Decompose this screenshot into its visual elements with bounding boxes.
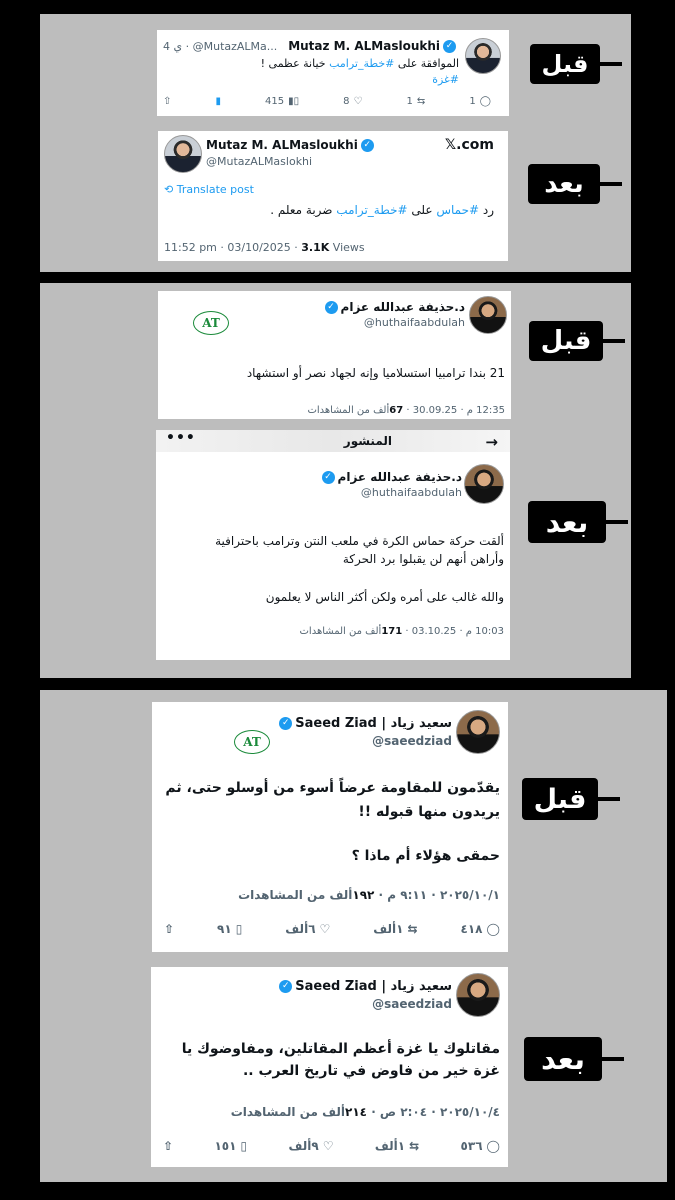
bookmark-button[interactable]: ٩١ ▯: [217, 922, 243, 936]
translate-icon: ⟲: [164, 183, 177, 196]
verified-badge-icon: ✓: [325, 301, 338, 314]
repost-icon: ⇆: [407, 922, 418, 936]
like-button[interactable]: ٦ألف ♡: [285, 922, 331, 936]
label-before: قبل: [530, 44, 600, 84]
hashtag-link[interactable]: #غزة: [432, 73, 459, 86]
avatar[interactable]: [164, 135, 202, 173]
verified-badge-icon: ✓: [322, 471, 335, 484]
share-icon: ⇧: [163, 1139, 174, 1153]
heart-icon: ♡: [319, 922, 331, 936]
heart-icon: ♡: [322, 1139, 334, 1153]
tweet-card-after-3[interactable]: [151, 967, 508, 1167]
back-arrow-icon[interactable]: →: [485, 433, 498, 451]
author-name[interactable]: د.حذيفة عبدالله عزام✓: [322, 300, 465, 314]
verified-badge-icon: ✓: [361, 139, 374, 152]
bookmark-icon: ▯: [235, 922, 243, 936]
tweet-card-after-1[interactable]: [158, 131, 508, 261]
like-button[interactable]: 8 ♡: [343, 96, 363, 107]
like-button[interactable]: ٩ألف ♡: [288, 1139, 334, 1153]
author-name[interactable]: سعيد زياد | Saeed Ziad✓: [276, 716, 452, 731]
hashtag-link[interactable]: #خطة_ترامب: [336, 203, 408, 217]
tweet-text-line: مقاتلوك يا غزة أعظم المقاتلين، ومفاوضوك يا: [181, 1041, 500, 1057]
translate-post-link[interactable]: ⟲ Translate post: [164, 183, 254, 196]
share-button[interactable]: [163, 1139, 173, 1153]
tweet-text-line: والله غالب على أمره ولكن أكثر الناس لا يعلمون: [265, 590, 504, 604]
more-options-icon[interactable]: •••: [166, 430, 196, 446]
tweet-text: الموافقة على #خطة_ترامب خيانة عظمى !: [260, 57, 459, 70]
bookmark-icon: ▯: [240, 1139, 248, 1153]
share-icon: ⇧: [164, 922, 175, 936]
repost-button[interactable]: ١ألف ⇆: [373, 922, 418, 936]
header-bar: [156, 430, 510, 452]
author-name[interactable]: Mutaz M. ALMasloukhi ✓: [206, 138, 377, 152]
verified-badge-icon: ✓: [279, 980, 292, 993]
views-button[interactable]: 415 ▮▯: [265, 96, 300, 107]
repost-button[interactable]: ١ألف ⇆: [374, 1139, 420, 1153]
at-logo: AT: [193, 311, 229, 335]
tweet-text-line: يريدون منها قبوله !!: [358, 804, 500, 820]
hashtag-link[interactable]: #خطة_ترامب: [329, 57, 395, 70]
tweet-card-before-3[interactable]: [152, 702, 508, 952]
tweet-card-after-2[interactable]: [156, 430, 510, 660]
avatar[interactable]: [464, 464, 504, 504]
at-logo: AT: [234, 730, 270, 754]
author-handle[interactable]: @huthaifaabdulah: [360, 486, 462, 499]
reply-button[interactable]: ٥٣٦ ◯: [460, 1139, 500, 1153]
tweet-card-before-2[interactable]: [158, 291, 511, 419]
author-handle[interactable]: @huthaifaabdulah: [363, 316, 465, 329]
tweet-meta: ٢٠٢٥/١٠/٤ · ٢:٠٤ ص · ٢١٤ألف من المشاهدات: [230, 1105, 500, 1119]
tweet-meta: 11:52 pm · 03/10/2025 · 3.1K Views: [164, 241, 365, 254]
repost-icon: ⇆: [409, 1139, 420, 1153]
label-after: بعد: [524, 1037, 602, 1081]
tweet-text-line: يقدّمون للمقاومة عرضاً أسوء من أوسلو حتى، ثم: [165, 780, 500, 796]
bookmark-icon: ▮: [215, 96, 221, 107]
bookmark-button[interactable]: [215, 96, 221, 107]
tweet-card-before-1[interactable]: [157, 30, 509, 116]
reply-icon: ◯: [479, 96, 491, 107]
author-handle[interactable]: @saeedziad: [372, 997, 452, 1011]
reply-icon: ◯: [486, 1139, 500, 1153]
author-handle[interactable]: @saeedziad: [372, 734, 452, 748]
comparison-panel-3: [40, 690, 667, 1182]
label-before: قبل: [529, 321, 603, 361]
author-name[interactable]: Mutaz M. ALMasloukhi ✓: [288, 39, 459, 53]
avatar[interactable]: [456, 710, 500, 754]
post-header-title: المنشور: [343, 434, 392, 448]
share-button[interactable]: [163, 96, 171, 107]
share-icon: ⇧: [163, 96, 172, 107]
bookmark-button[interactable]: ١٥١ ▯: [214, 1139, 248, 1153]
repost-button[interactable]: 1 ⇆: [406, 96, 426, 107]
avatar[interactable]: [469, 296, 507, 334]
label-after: بعد: [528, 164, 600, 204]
tweet-text-line: وأراهن أنهم لن يقبلوا برد الحركة: [342, 552, 504, 566]
hashtag-link[interactable]: #حماس: [436, 203, 480, 217]
handle-time: 4 ي · @MutazALMa...: [163, 40, 278, 53]
x-brand-logo: 𝕏.com: [444, 137, 494, 153]
author-name[interactable]: سعيد زياد | Saeed Ziad✓: [276, 979, 452, 994]
label-before: قبل: [522, 778, 598, 820]
chart-icon: ▮▯: [288, 96, 300, 107]
avatar[interactable]: [456, 973, 500, 1017]
author-handle[interactable]: @MutazALMaslokhi: [206, 155, 313, 168]
comparison-panel-2: [40, 283, 631, 678]
tweet-text: رد #حماس على #خطة_ترامب ضربة معلم .: [270, 203, 494, 217]
label-after: بعد: [528, 501, 606, 543]
reply-button[interactable]: 1 ◯: [469, 96, 491, 107]
verified-badge-icon: ✓: [279, 717, 292, 730]
reply-button[interactable]: ٤١٨ ◯: [460, 922, 500, 936]
tweet-meta: ٢٠٢٥/١٠/١ · ٩:١١ م · ١٩٢ألف من المشاهدات: [238, 888, 500, 902]
tweet-meta: 10:03 م · 03.10.25 · 171ألف من المشاهدات: [299, 626, 504, 637]
tweet-meta: 12:35 م · 30.09.25 · 67ألف من المشاهدات: [307, 405, 505, 416]
reply-icon: ◯: [486, 922, 500, 936]
action-bar: [163, 96, 491, 107]
share-button[interactable]: [164, 922, 174, 936]
repost-icon: ⇆: [416, 96, 426, 107]
heart-icon: ♡: [353, 96, 363, 107]
tweet-text-line: حمقى هؤلاء أم ماذا ؟: [351, 848, 500, 864]
tweet-text: 21 بندا ترامبيا استسلاميا وإنه لجهاد نصر أو استشهاد: [246, 366, 505, 380]
avatar[interactable]: [465, 38, 501, 74]
tweet-text-line: ألقت حركة حماس الكرة في ملعب النتن وترامب باحترافية: [215, 534, 504, 548]
comparison-panel-1: [40, 14, 631, 272]
action-bar: [164, 922, 500, 936]
tweet-text-line: غزة خير من فاوض في تاريخ العرب ..: [242, 1063, 500, 1079]
author-name[interactable]: د.حذيفة عبدالله عزام✓: [319, 470, 462, 484]
action-bar: [163, 1139, 500, 1153]
verified-badge-icon: ✓: [443, 40, 456, 53]
